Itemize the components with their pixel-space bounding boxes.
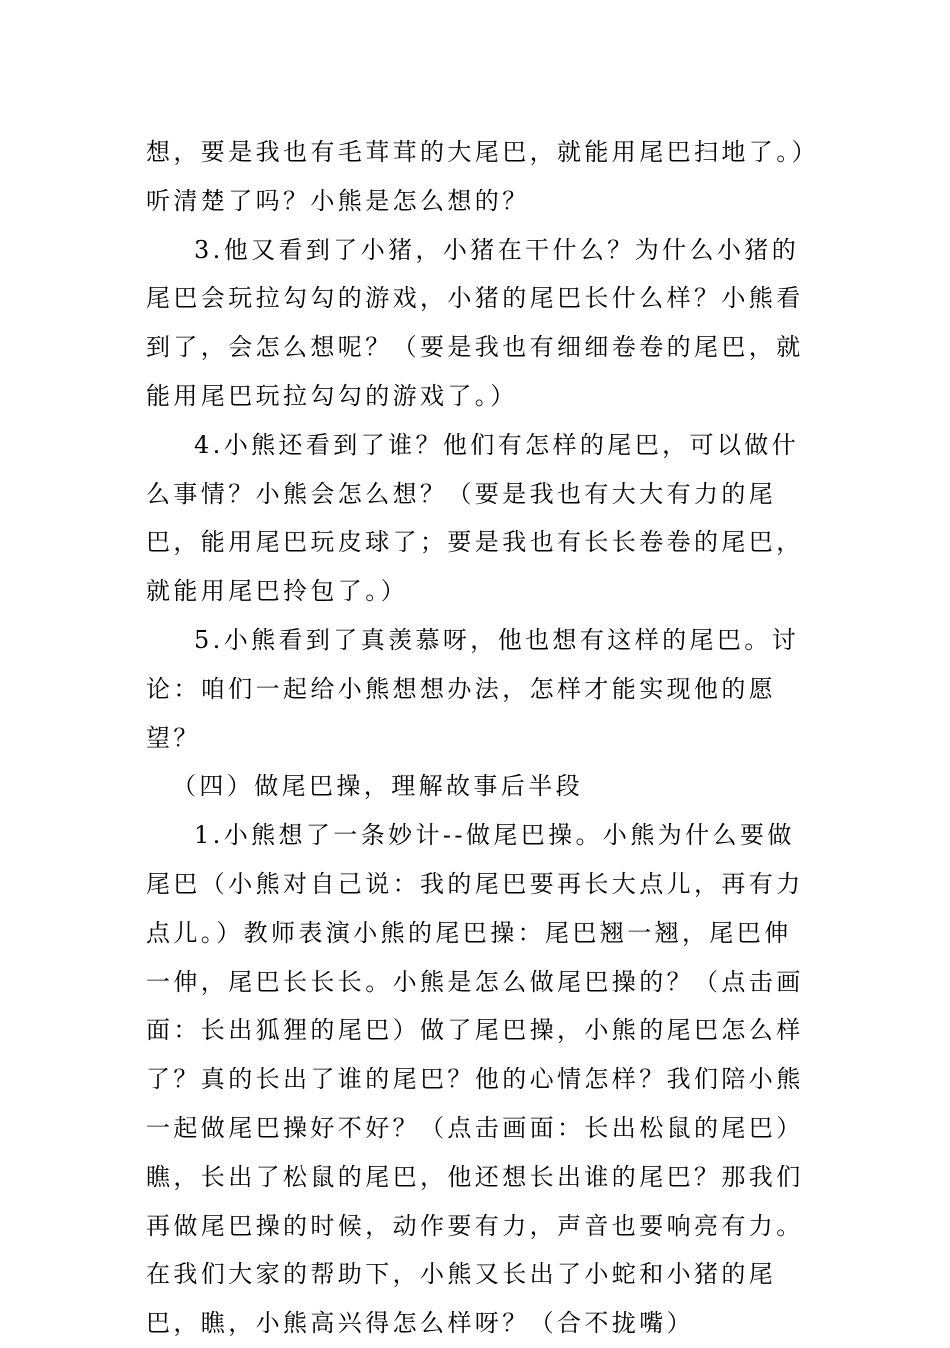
section-heading: （四）做尾巴操，理解故事后半段: [172, 772, 583, 801]
document-body: [146, 128, 812, 1348]
paragraph-continuation: 想，要是我也有毛茸茸的大尾巴，就能用尾巴扫地了。）听清楚了吗？小熊是怎么想的？: [146, 138, 807, 215]
paragraph-section-4-item-1: 1.小熊想了一条妙计--做尾巴操。小熊为什么要做尾巴（小熊对自己说：我的尾巴要再长大点儿，再有力点儿。）教师表演小熊的尾巴操：尾巴翘一翘，尾巴伸一伸，尾巴长长长。小熊是怎么做尾巴操的？（点击画面：长出狐狸的尾巴）做了尾巴操，小熊的尾巴怎么样了？真的长出了谁的尾巴？他的心情怎样？我们陪小熊一起做尾巴操好不好？（点击画面：长出松鼠的尾巴）瞧，长出了松鼠的尾巴，他还想长出谁的尾巴？那我们再做尾巴操的时候，动作要有力，声音也要响亮有力。在我们大家的帮助下，小熊又长出了小蛇和小猪的尾巴，瞧，小熊高兴得怎么样呀？（合不拢嘴）: [146, 821, 804, 1338]
paragraph-item-5: 5.小熊看到了真羡慕呀，他也想有这样的尾巴。讨论：咱们一起给小熊想想办法，怎样才能实现他的愿望？: [146, 625, 800, 752]
paragraph-item-4: 4.小熊还看到了谁？他们有怎样的尾巴，可以做什么事情？小熊会怎么想？（要是我也有大大有力的尾巴，能用尾巴玩皮球了；要是我也有长长卷卷的尾巴，就能用尾巴拎包了。）: [146, 430, 804, 606]
paragraph-item-3: 3.他又看到了小猪，小猪在干什么？为什么小猪的尾巴会玩拉勾勾的游戏，小猪的尾巴长什么样？小熊看到了，会怎么想呢？（要是我也有细细卷卷的尾巴，就能用尾巴玩拉勾勾的游戏了。）: [146, 235, 804, 410]
